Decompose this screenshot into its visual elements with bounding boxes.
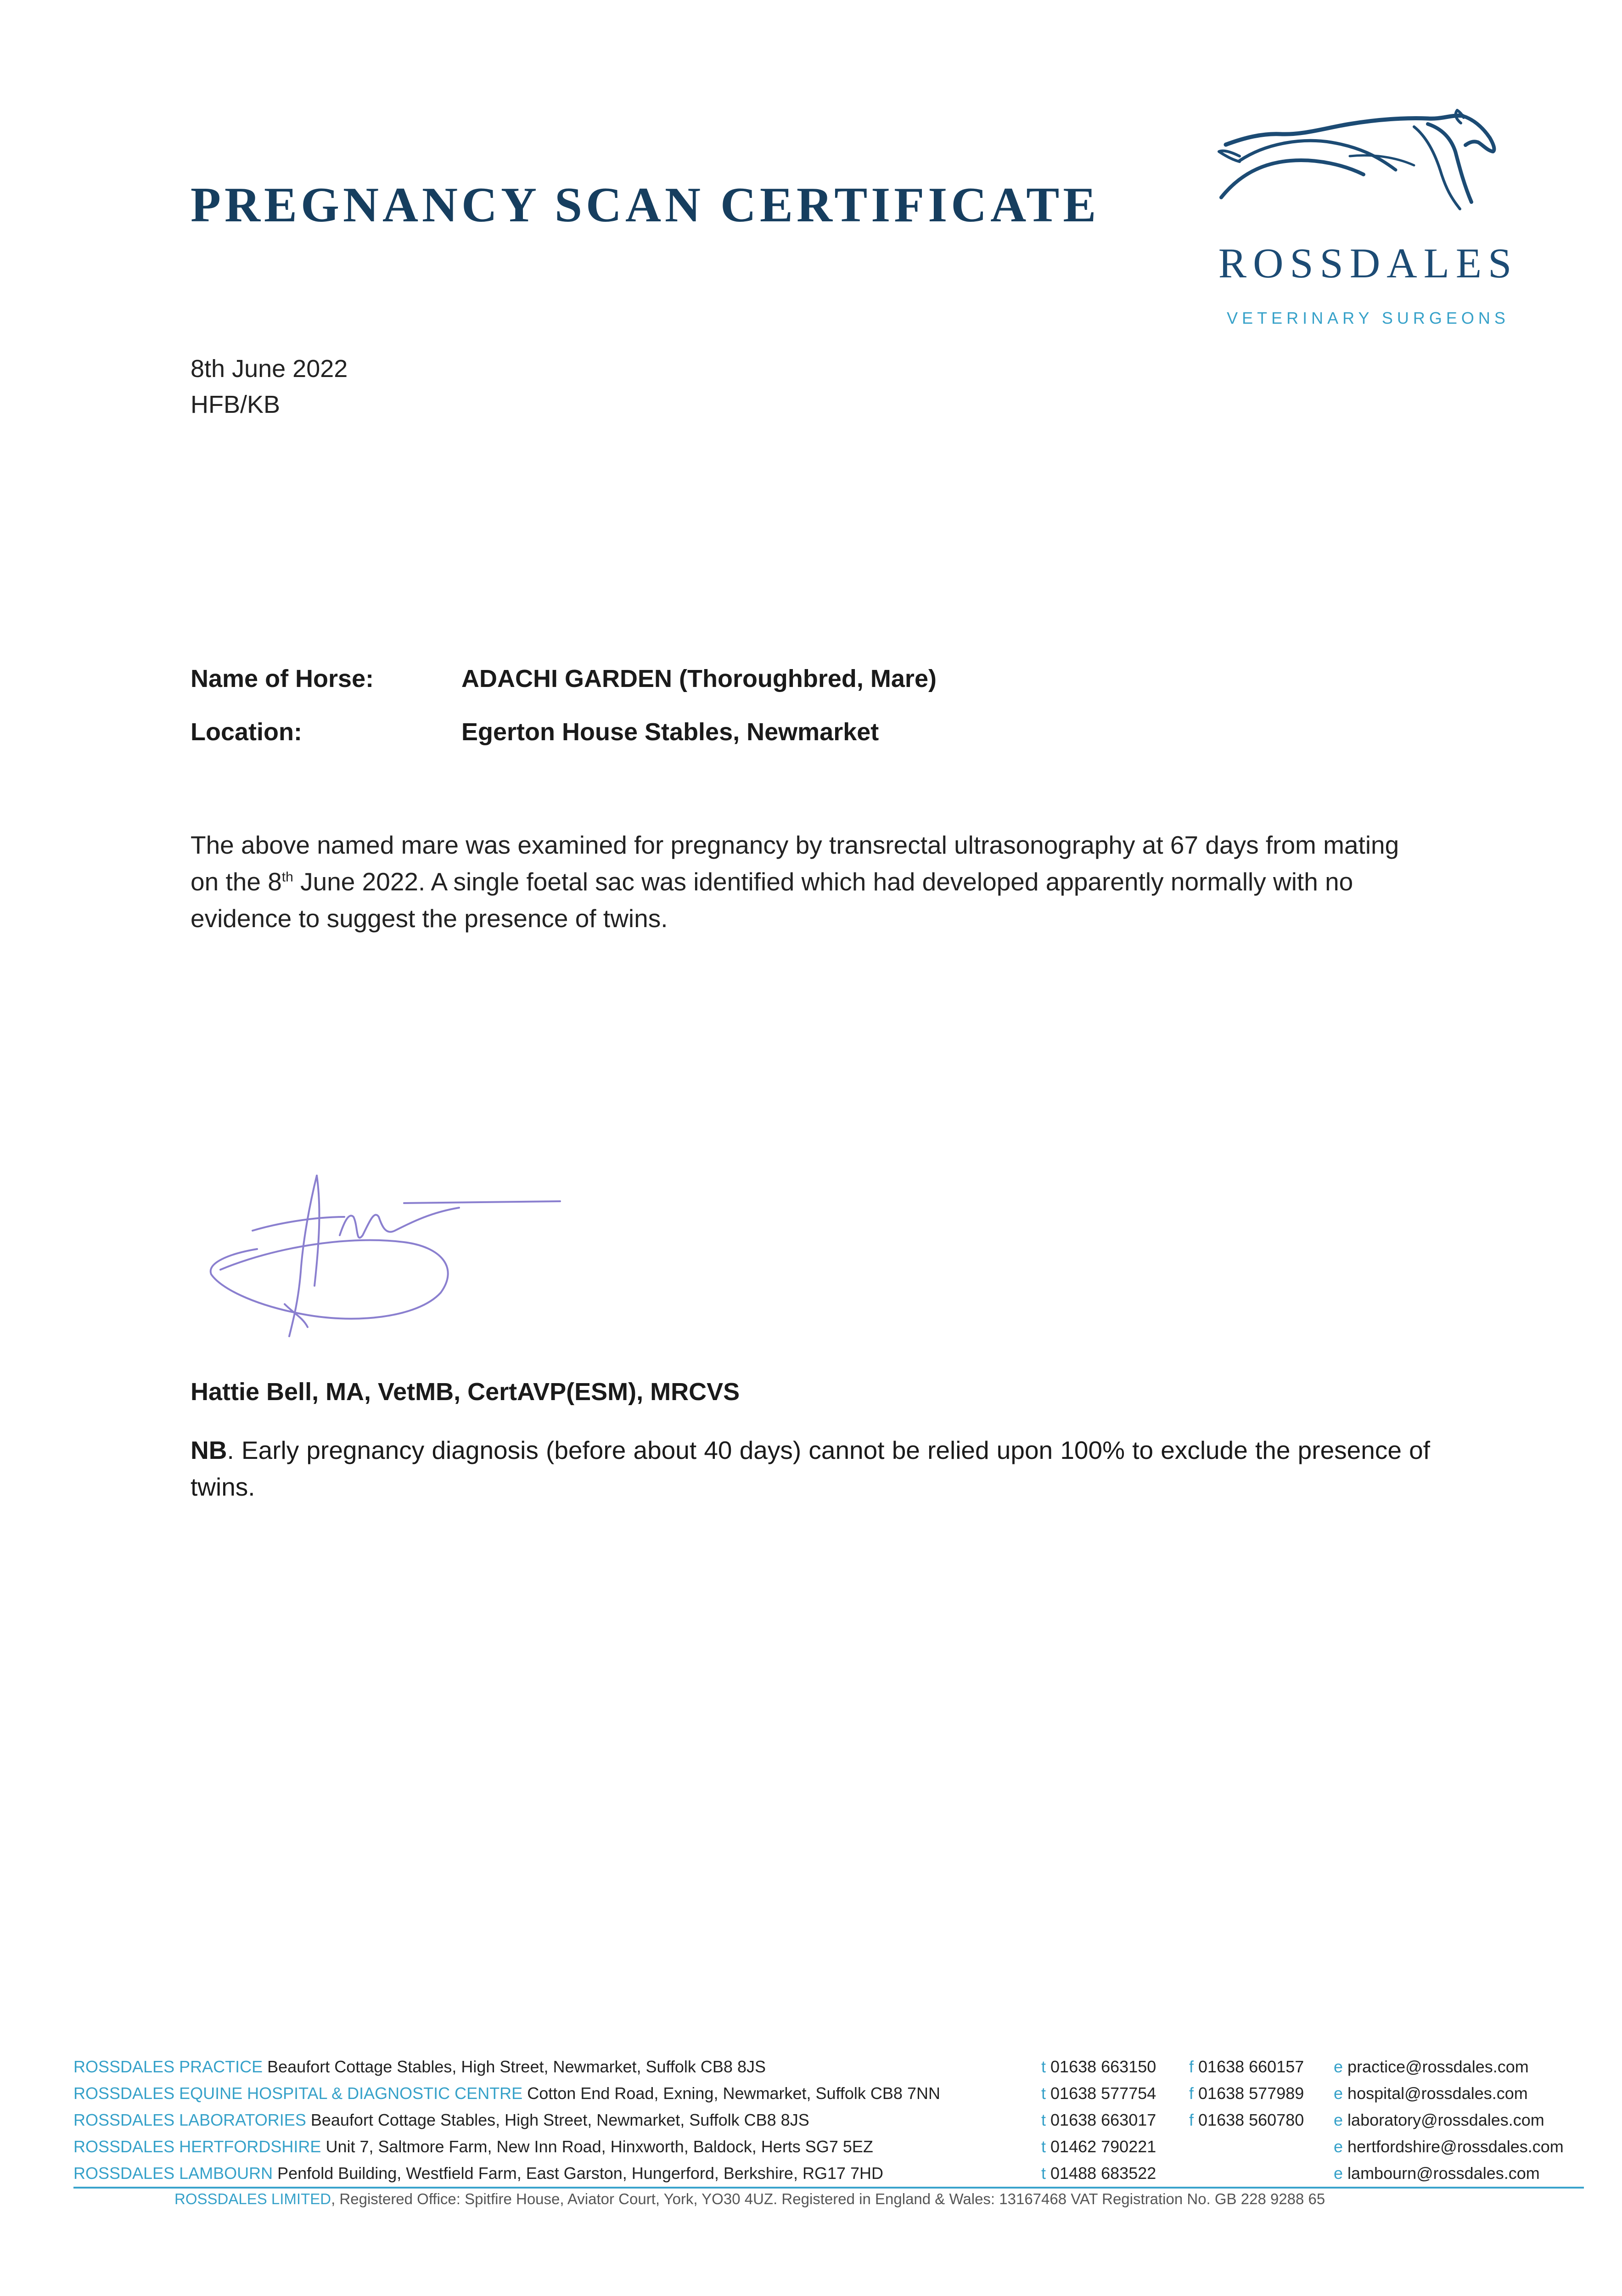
letter-date: 8th June 2022 [191, 355, 348, 383]
footer-fax: f 01638 560780 [1189, 2110, 1304, 2129]
footer-row-hertfordshire [73, 2137, 873, 2156]
footer-org-name: ROSSDALES HERTFORDSHIRE [73, 2137, 321, 2156]
location-label: Location: [191, 718, 302, 746]
footer-phone: t 01638 663150 [1041, 2057, 1156, 2076]
horse-name-value: ADACHI GARDEN (Thoroughbred, Mare) [461, 665, 937, 692]
location-value: Egerton House Stables, Newmarket [461, 718, 879, 746]
footer-email: e hospital@rossdales.com [1334, 2084, 1528, 2103]
footer-phone: t 01638 577754 [1041, 2084, 1156, 2103]
footer-org-name: ROSSDALES LAMBOURN [73, 2164, 273, 2183]
footer-email: e lambourn@rossdales.com [1334, 2164, 1540, 2183]
footer-org-name: ROSSDALES PRACTICE [73, 2057, 263, 2076]
footer-fax: f 01638 660157 [1189, 2057, 1304, 2076]
examination-paragraph [191, 827, 1430, 937]
nb-note [191, 1432, 1430, 1505]
footer-fax: f 01638 577989 [1189, 2084, 1304, 2103]
footer-org-name: ROSSDALES LABORATORIES [73, 2110, 306, 2129]
paragraph-text-end: June 2022. A single foetal sac was identified which had developed apparently normally with no evidence to suggest the presence of twins. [191, 867, 1353, 933]
footer-email: e practice@rossdales.com [1334, 2057, 1529, 2076]
registered-office-text: , Registered Office: Spitfire House, Aviator Court, York, YO30 4UZ. Registered in England & Wales: 13167468 VAT Registration No. GB 228 9288 65 [331, 2190, 1325, 2207]
footer-row-laboratories [73, 2110, 809, 2130]
footer-email: e laboratory@rossdales.com [1334, 2110, 1544, 2129]
footer-address: Cotton End Road, Exning, Newmarket, Suffolk CB8 7NN [522, 2084, 940, 2103]
letter-reference: HFB/KB [191, 391, 281, 418]
footer-org-name: ROSSDALES EQUINE HOSPITAL & DIAGNOSTIC CENTRE [73, 2084, 523, 2103]
footer-phone: t 01488 683522 [1041, 2164, 1156, 2183]
footer-email: e hertfordshire@rossdales.com [1334, 2137, 1564, 2156]
paragraph-text-start: The above named mare was examined for pregnancy by transrectal ultrasonography at 67 days from mating on the 8 [191, 831, 1399, 896]
signatory-name: Hattie Bell, MA, VetMB, CertAVP(ESM), MRCVS [191, 1378, 740, 1406]
registered-company-name: ROSSDALES LIMITED [174, 2190, 331, 2207]
footer-row-hospital [73, 2084, 940, 2103]
horse-name-label: Name of Horse: [191, 665, 374, 692]
footer-row-practice [73, 2057, 766, 2077]
logo-tagline: VETERINARY SURGEONS [1227, 309, 1510, 327]
ordinal-suffix: th [281, 869, 293, 885]
footer-address: Penfold Building, Westfield Farm, East Garston, Hungerford, Berkshire, RG17 7HD [273, 2164, 884, 2183]
footer-phone: t 01462 790221 [1041, 2137, 1156, 2156]
footer-address: Unit 7, Saltmore Farm, New Inn Road, Hinxworth, Baldock, Herts SG7 5EZ [321, 2137, 873, 2156]
footer-divider [73, 2187, 1584, 2189]
registered-office [174, 2190, 1325, 2208]
handwritten-signature [202, 1166, 578, 1350]
nb-label: NB [191, 1436, 227, 1464]
rossdales-horse-logo-icon [1212, 106, 1533, 335]
footer-address: Beaufort Cottage Stables, High Street, Newmarket, Suffolk CB8 8JS [306, 2110, 809, 2129]
footer-phone: t 01638 663017 [1041, 2110, 1156, 2129]
logo-wordmark: ROSSDALES [1218, 240, 1518, 287]
page-title: PREGNANCY SCAN CERTIFICATE [191, 178, 1100, 232]
nb-text: . Early pregnancy diagnosis (before about 40 days) cannot be relied upon 100% to exclude the presence of twins. [191, 1436, 1430, 1501]
footer-address: Beaufort Cottage Stables, High Street, Newmarket, Suffolk CB8 8JS [263, 2057, 766, 2076]
footer-row-lambourn [73, 2164, 883, 2183]
